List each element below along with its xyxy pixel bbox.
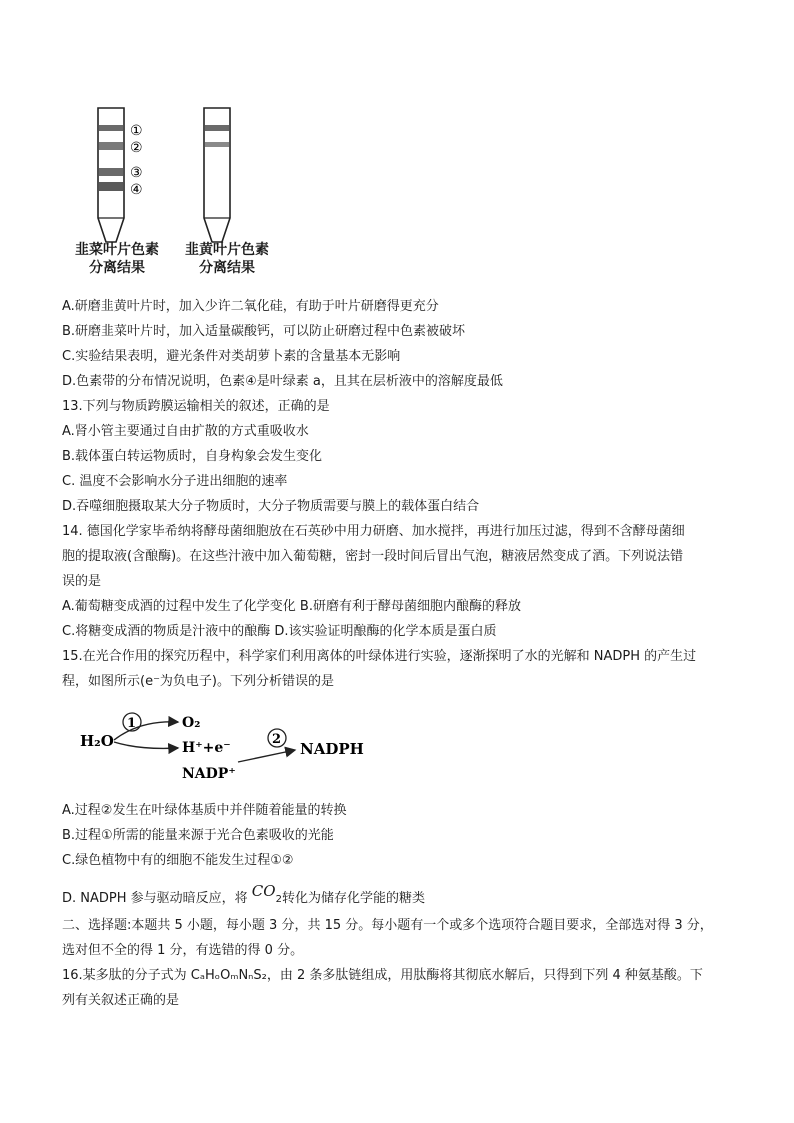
pigment-band-4 xyxy=(99,182,123,191)
q15-option-d xyxy=(62,882,425,908)
q15-stem-line1: 15.在光合作用的探究历程中，科学家们利用离体的叶绿体进行实验，逐渐探明了水的光解和 NADPH 的产生过 xyxy=(62,649,697,664)
q15-option-d-suffix: 转化为储存化学能的糖类 xyxy=(281,891,425,906)
q13-option-d: D.吞噬细胞摄取某大分子物质时，大分子物质需要与膜上的载体蛋白结合 xyxy=(62,499,480,514)
pigment-band-1 xyxy=(205,125,229,131)
o2-label: O₂ xyxy=(182,715,201,731)
photolysis-diagram xyxy=(70,700,370,790)
q15-stem-line2: 程，如图所示(e⁻为负电子)。下列分析错误的是 xyxy=(62,674,335,689)
section2-instructions-line2: 选对但不全的得 1 分，有选错的得 0 分。 xyxy=(62,943,304,958)
pigment-band-3 xyxy=(99,168,123,176)
q14-stem-line1: 14. 德国化学家毕希纳将酵母菌细胞放在石英砂中用力研磨、加水搅拌，再进行加压过滤，得到不含酵母菌细 xyxy=(62,524,685,539)
band-label-3: ③ xyxy=(130,165,143,181)
leek-yellow-caption-line2: 分离结果 xyxy=(199,260,255,276)
leek-leaf-caption xyxy=(62,241,172,277)
step-1-label: 1 xyxy=(127,716,137,731)
h2o-label: H₂O xyxy=(80,732,114,750)
leek-yellow-caption-line1: 韭黄叶片色素 xyxy=(185,242,269,258)
step-1-marker xyxy=(123,713,141,731)
q13-option-a: A.肾小管主要通过自由扩散的方式重吸收水 xyxy=(62,424,309,439)
q15-option-c: C.绿色植物中有的细胞不能发生过程①② xyxy=(62,853,294,868)
q16-stem-line1: 16.某多肽的分子式为 CₐHₒOₘNₙS₂，由 2 条多肽链组成，用肽酶将其彻底水解后，只得到下列 4 种氨基酸。下 xyxy=(62,968,703,983)
q13-option-c: C. 温度不会影响水分子进出细胞的速率 xyxy=(62,474,288,489)
pigment-band-1 xyxy=(99,125,123,131)
arrow-to-h-e xyxy=(114,742,178,748)
q15-option-b: B.过程①所需的能量来源于光合色素吸收的光能 xyxy=(62,828,334,843)
band-label-1: ① xyxy=(130,123,143,139)
pigment-band-2 xyxy=(205,142,229,147)
band-label-4: ④ xyxy=(130,182,143,198)
q16-stem-line2: 列有关叙述正确的是 xyxy=(62,993,180,1008)
nadp-label: NADP⁺ xyxy=(182,766,236,782)
co2-formula: CO xyxy=(251,882,276,900)
chromatography-figure xyxy=(60,100,280,250)
leek-leaf-caption-line1: 韭菜叶片色素 xyxy=(75,242,159,258)
co2-subscript: 2 xyxy=(275,894,282,905)
q15-option-a: A.过程②发生在叶绿体基质中并伴随着能量的转换 xyxy=(62,803,347,818)
q14-options-cd: C.将糖变成酒的物质是汁液中的酿酶 D.该实验证明酿酶的化学本质是蛋白质 xyxy=(62,624,497,639)
step-2-marker xyxy=(268,729,286,747)
leek-leaf-tube xyxy=(98,108,124,242)
q12-option-a: A.研磨韭黄叶片时，加入少许二氧化硅，有助于叶片研磨得更充分 xyxy=(62,299,439,314)
q13-option-b: B.载体蛋白转运物质时，自身构象会发生变化 xyxy=(62,449,323,464)
band-label-2: ② xyxy=(130,140,143,156)
leek-yellow-tube xyxy=(204,108,230,242)
step-2-label: 2 xyxy=(272,732,282,747)
q14-options-ab: A.葡萄糖变成酒的过程中发生了化学变化 B.研磨有利于酵母菌细胞内酿酶的释放 xyxy=(62,599,521,614)
section2-instructions-line1: 二、选择题:本题共 5 小题，每小题 3 分，共 15 分。每小题有一个或多个选项符合题目要求，全部选对得 3 分， xyxy=(62,918,713,933)
q12-option-b: B.研磨韭菜叶片时，加入适量碳酸钙，可以防止研磨过程中色素被破坏 xyxy=(62,324,466,339)
arrow-to-nadph xyxy=(238,750,295,762)
q14-stem-line2: 胞的提取液(含酿酶)。在这些汁液中加入葡萄糖，密封一段时间后冒出气泡，糖液居然变成了酒。下列说法错 xyxy=(62,549,684,564)
q12-option-c: C.实验结果表明，避光条件对类胡萝卜素的含量基本无影响 xyxy=(62,349,401,364)
q12-option-d: D.色素带的分布情况说明，色素④是叶绿素 a，且其在层析液中的溶解度最低 xyxy=(62,374,503,389)
q13-stem: 13.下列与物质跨膜运输相关的叙述，正确的是 xyxy=(62,399,330,414)
q15-option-d-prefix: D. NADPH 参与驱动暗反应，将 xyxy=(62,891,252,906)
nadph-label: NADPH xyxy=(300,740,364,758)
pigment-band-2 xyxy=(99,142,123,150)
q14-stem-line3: 误的是 xyxy=(62,574,102,589)
leek-yellow-caption xyxy=(172,241,282,277)
h-e-label: H⁺+e⁻ xyxy=(182,740,231,756)
leek-leaf-caption-line2: 分离结果 xyxy=(89,260,145,276)
